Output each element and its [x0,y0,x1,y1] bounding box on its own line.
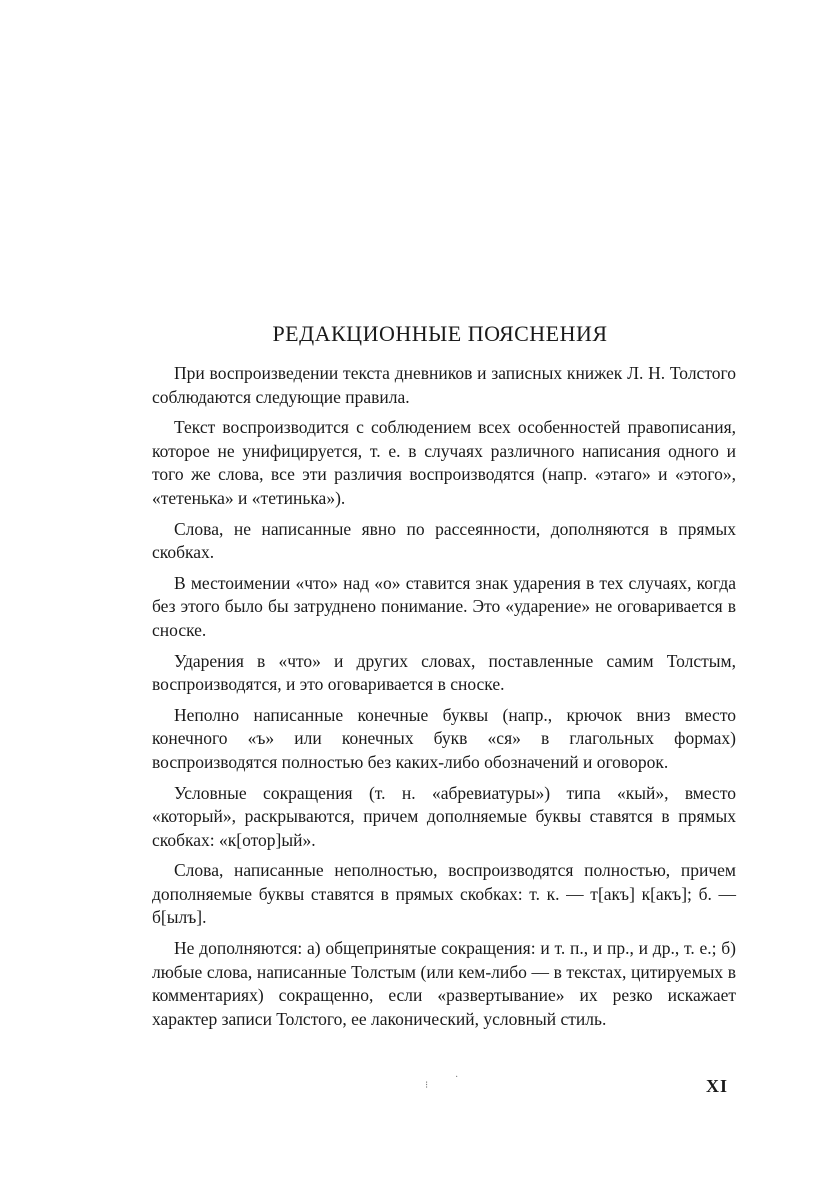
scan-speck: ⁝ [425,1080,429,1091]
paragraph: Ударения в «что» и других словах, поставленные самим Толстым, воспроизводятся, и это оговаривается в сноске. [152,650,736,695]
paragraph: Слова, написанные неполностью, воспроизводятся полностью, причем дополняемые буквы ставятся в прямых скобках: т. к. — т[акъ] к[акъ]; б. — б[ылъ]. [152,860,736,928]
paragraph: Условные сокращения (т. н. «абревиатуры») типа «кый», вместо «который», раскрываются, причем дополняемые буквы ставятся в прямых скобках: «к[отор]ый». [152,782,736,850]
paragraph: Неполно написанные конечные буквы (напр., крючок вниз вместо конечного «ъ» или конечных букв «ся» в глагольных формах) воспроизводятся полностью без каких-либо обозначений и оговорок. [152,704,736,772]
paragraph: В местоимении «что» над «о» ставится знак ударения в тех случаях, когда без этого было бы затруднено понимание. Это «ударение» не оговаривается в сноске. [152,572,736,640]
page-title: РЕДАКЦИОННЫЕ ПОЯСНЕНИЯ [272,321,608,346]
paragraph: При воспроизведении текста дневников и записных книжек Л. Н. Толстого соблюдаются следующие правила. [152,363,736,407]
paragraph: Не дополняются: а) общепринятые сокращения: и т. п., и пр., и др., т. е.; б) любые слова, написанные Толстым (или кем-либо — в текстах, цитируемых в комментариях) сокращенно, если «развертывание» их резко искажает характер записи Толстого, ее лаконический, условный стиль. [152,938,736,1029]
paragraph: Текст воспроизводится с соблюдением всех особенностей правописания, которое не унифицируется, т. е. в случаях различного написания одного и того же слова, все эти различия воспроизводятся (напр. «этаго» и «этого», «тетенька» и «тетинька»). [152,417,736,508]
scan-speck: · [455,1072,459,1083]
paragraph: Слова, не написанные явно по рассеянности, дополняются в прямых скобках. [152,518,736,563]
body-text [152,362,736,1038]
page-number: XI [706,1076,729,1096]
